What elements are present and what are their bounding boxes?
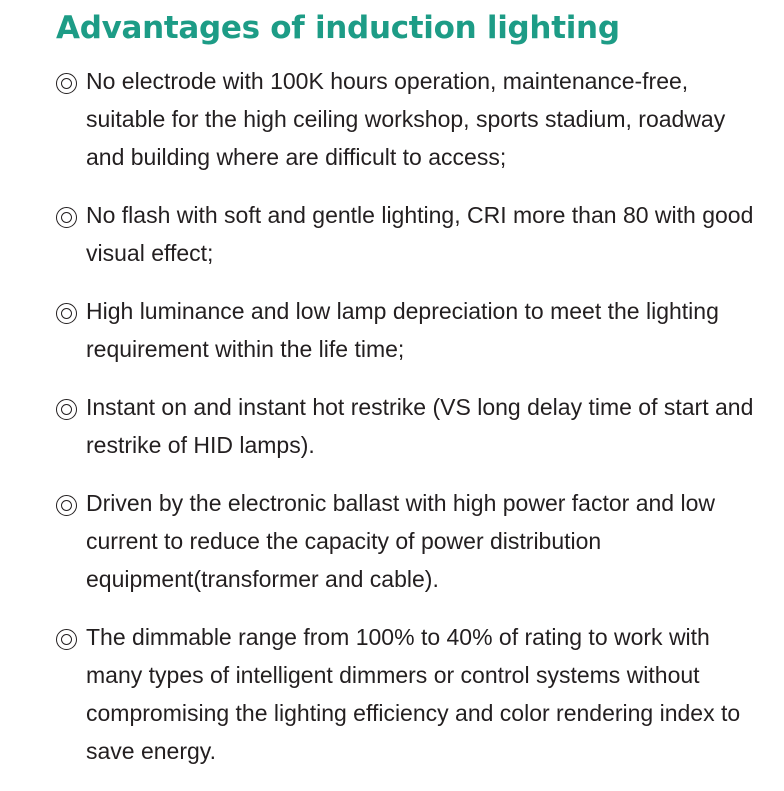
list-item bbox=[56, 62, 760, 176]
advantages-list bbox=[56, 62, 760, 770]
list-item bbox=[56, 388, 760, 464]
list-item-text: Driven by the electronic ballast with high power factor and low current to reduce the capacity of power distribution equipment(transformer and cable). bbox=[86, 490, 715, 592]
list-item bbox=[56, 484, 760, 598]
list-item-text: No electrode with 100K hours operation, maintenance-free, suitable for the high ceiling workshop, sports stadium, roadway and building where are difficult to access; bbox=[86, 68, 726, 170]
list-item-text: No flash with soft and gentle lighting, CRI more than 80 with good visual effect; bbox=[86, 202, 754, 266]
page-title: Advantages of induction lighting bbox=[56, 10, 620, 46]
list-item bbox=[56, 292, 760, 368]
double-circle-icon bbox=[56, 207, 77, 228]
double-circle-icon bbox=[56, 399, 77, 420]
double-circle-icon bbox=[56, 629, 77, 650]
list-item-text: Instant on and instant hot restrike (VS long delay time of start and restrike of HID lamps). bbox=[86, 394, 754, 458]
list-item-text: The dimmable range from 100% to 40% of rating to work with many types of intelligent dimmers or control systems without compromising the lighting efficiency and color rendering index to save energy. bbox=[86, 624, 741, 764]
double-circle-icon bbox=[56, 303, 77, 324]
list-item bbox=[56, 196, 760, 272]
list-item bbox=[56, 618, 760, 770]
double-circle-icon bbox=[56, 495, 77, 516]
list-item-text: High luminance and low lamp depreciation to meet the lighting requirement within the life time; bbox=[86, 298, 719, 362]
double-circle-icon bbox=[56, 73, 77, 94]
